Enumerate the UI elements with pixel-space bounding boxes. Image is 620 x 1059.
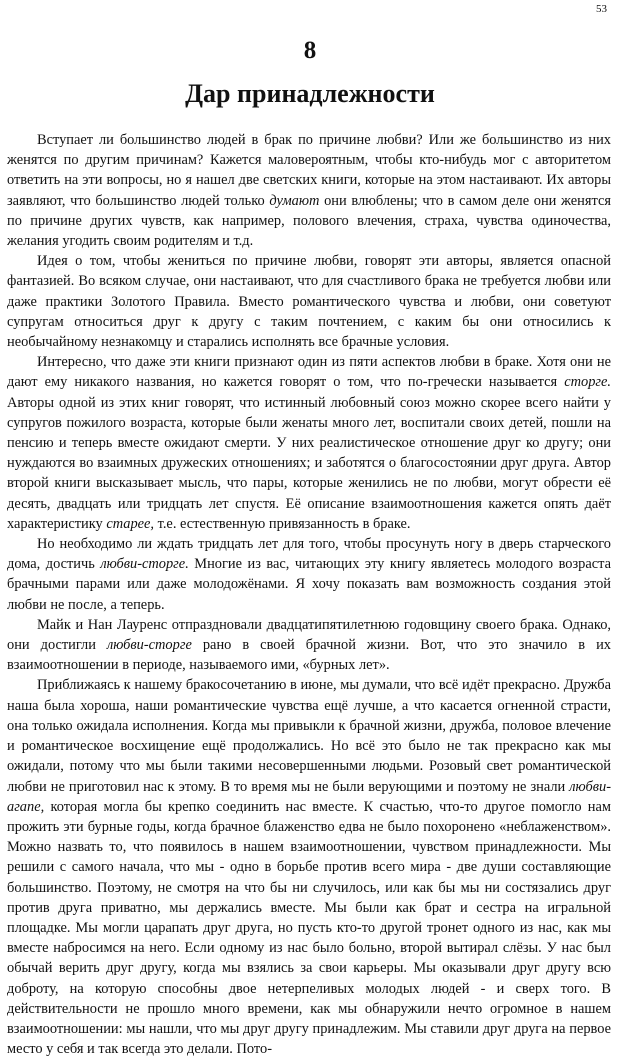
italic-term: любви-сторге. bbox=[100, 556, 189, 573]
italic-term: сторге. bbox=[564, 374, 611, 391]
chapter-title: Дар принадлежности bbox=[185, 79, 435, 108]
paragraph bbox=[7, 352, 611, 534]
paragraph bbox=[7, 675, 611, 1059]
italic-term: любви-агапе, bbox=[7, 778, 611, 815]
paragraph bbox=[7, 251, 611, 352]
text-segment: Вступает ли большинство людей в брак по причине любви? Или же большинство из них женятся по другим причинам? Кажется маловероятным, чтобы кто-нибудь мог с авторитетом ответить на эти вопросы, но я нашел две светских книги, которые на этом настаивают. Их авторы заявляют, что большинство людей только bbox=[7, 132, 611, 209]
page-number: 53 bbox=[596, 3, 607, 15]
text-segment: Майк и Нан Лауренс отпраздновали двадцатипятилетнюю годовщину своего брака. Однако, они достигли bbox=[7, 616, 611, 654]
italic-term: думают bbox=[269, 192, 320, 209]
text-segment: Интересно, что даже эти книги признают один из пяти аспектов любви в браке. Хотя они не дают ему никакого названия, но кажется говорят о том, что по-гречески называется bbox=[7, 354, 611, 391]
italic-term: старее, bbox=[106, 515, 155, 532]
text-segment: Идея о том, чтобы жениться по причине любви, говорят эти авторы, является опасной фантазией. Во всяком случае, они настаивают, что для счастливого брака не требуется любви или даже практики Золотого Правила. Вместо романтического чувства и любви, они советуют супругам относиться друг к другу с таким почтением, с каким бы они относились к необычайному незнакомцу и старались исполнять все брачные условия. bbox=[7, 253, 611, 351]
text-segment: Многие из вас, читающих эту книгу являетесь молодого возраста брачными парами или даже молодожёнами. Я хочу показать вам возможность создания этой любви не после, а теперь. bbox=[7, 556, 611, 613]
paragraph bbox=[7, 615, 611, 676]
body-text bbox=[7, 130, 611, 1059]
text-segment: Но необходимо ли ждать тридцать лет для того, чтобы просунуть ногу в дверь старческого дома, достичь bbox=[7, 536, 611, 573]
text-segment: т.е. естественную привязанность в браке. bbox=[154, 515, 411, 532]
text-segment: они влюблены; что в самом деле они женятся по причине других чувств, как например, полового влечения, страха, чувства одиночества, желания угодить своим родителям и т.д. bbox=[7, 192, 611, 250]
text-segment: которая могла бы крепко соединить нас вместе. К счастью, что-то другое помогло нам прожить эти бурные годы, когда брачное блаженство едва не было похоронено «неблаженством». Можно назвать то, что появилось в нашем взаимоотношении, чувством принадлежности. Мы решили с самого начала, что мы - одно в борьбе против всего мира - две души составляющие большинство. Поэтому, не смотря на что бы ни случилось, или как бы мы ни состязались друг против друга приватно, мы держались вместе. Мы были как брат и сестра на игральной площадке. Мы могли царапать друг друга, но пусть кто-то другой тронет одного из нас, как мы вместе набросимся на него. Если одному из нас было больно, второй вытирал слёзы. У нас был обычай верить друг другу, когда мы взялись за свои карьеры. Мы оказывали друг другу всю доброту, на которую способны двое нетерпеливых молодых людей - и сверх того. В действительности не прошло много времени, как мы обнаружили нечто огромное в нашем взаимоотношении: мы нашли, что мы друг другу принадлежим. Мы ставили друг друга на первое место у себя и так всегда это делали. Пото- bbox=[7, 798, 611, 1058]
paragraph bbox=[7, 130, 611, 251]
chapter-number: 8 bbox=[303, 37, 317, 64]
paragraph bbox=[7, 534, 611, 615]
text-segment: рано в своей брачной жизни. Вот, что это значило в их взаимоотношении в периоде, называемого ими, «бурных лет». bbox=[7, 637, 611, 674]
italic-term: любви-сторге bbox=[106, 637, 192, 654]
text-segment: Авторы одной из этих книг говорят, что истинный любовный союз можно скорее всего найти у супругов пожилого возраста, которые были женаты много лет, воспитали своих детей, пошли на пенсию и теперь вместе ожидают смерти. У них реалистическое отношение друг ко другу; они нуждаются во взаимных дружеских отношениях; и заботятся о благосостоянии друг друга. Автор второй книги высказывает мысль, что пары, которые женились не по любви, могут обрести её десять, двадцать или тридцать лет спустя. Её описание взаимоотношения кажется опять даёт характеристику bbox=[7, 394, 611, 532]
text-segment: Приближаясь к нашему бракосочетанию в июне, мы думали, что всё идёт прекрасно. Дружба наша была хороша, наши романтические чувства ещё лучше, а что касается огненной страсти, она только ожидала исполнения. Когда мы привыкли к брачной жизни, дружба, половое влечение и романтическое восхищение ещё продолжались. Но всё это было не так прекрасно как мы ожидали, потому что мы были такими несовершенными людьми. Розовый свет романтической любви не приготовил нас к этому. В то время мы не были верующими и поэтому не знали bbox=[7, 677, 611, 795]
